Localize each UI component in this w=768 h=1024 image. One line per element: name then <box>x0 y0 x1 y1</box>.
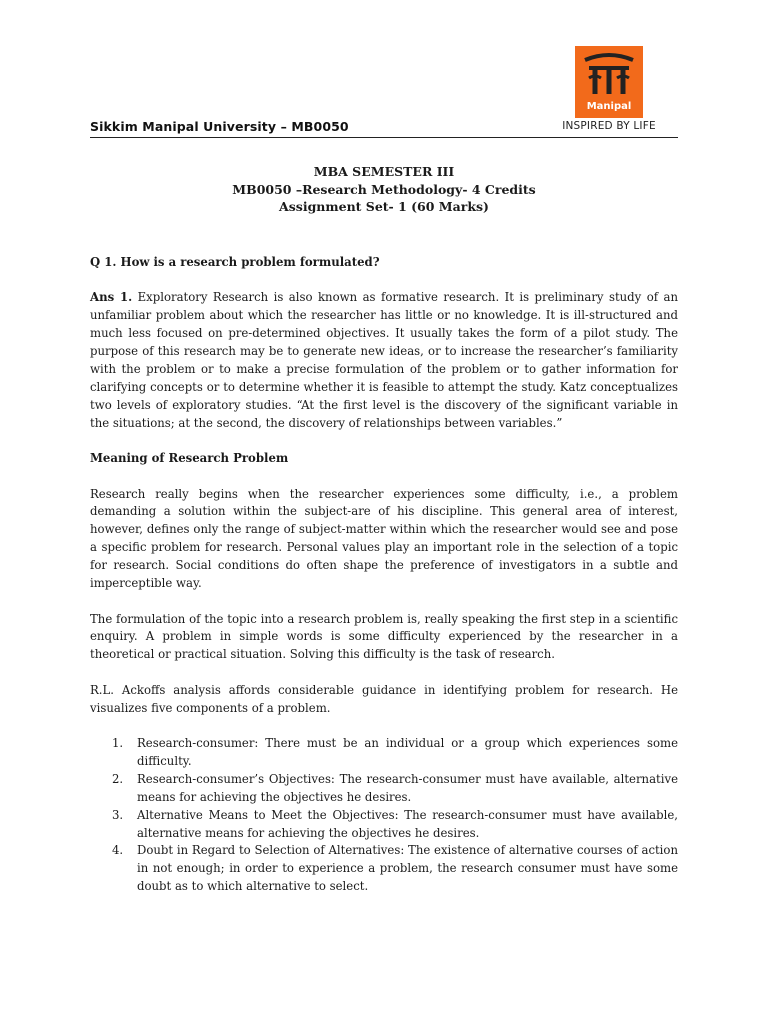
body-paragraph: R.L. Ackoffs analysis affords considerable guidance in identifying problem for research. He visualizes five components of a problem. <box>90 682 678 715</box>
answer-label: Ans 1. <box>90 290 133 305</box>
list-number: 2. <box>112 771 124 786</box>
question-heading: Q 1. How is a research problem formulated? <box>90 255 380 269</box>
list-text: Alternative Means to Meet the Objectives: The research-consumer must have available, alternative means for achieving the objectives he desires. <box>137 807 678 840</box>
list-item <box>90 735 678 771</box>
section-heading: Meaning of Research Problem <box>90 451 289 466</box>
list-text: Research-consumer’s Objectives: The research-consumer must have available, alternative means for achieving the objectives he desires. <box>137 771 678 804</box>
list-item <box>90 807 678 843</box>
answer-paragraph <box>90 289 678 432</box>
header-divider <box>90 137 678 138</box>
header-title: Sikkim Manipal University – MB0050 <box>90 119 349 134</box>
list-text: Research-consumer: There must be an individual or a group which experiences some difficulty. <box>137 736 678 768</box>
logo-tagline: INSPIRED BY LIFE <box>562 120 656 132</box>
course-title: MB0050 –Research Methodology- 4 Credits <box>232 181 536 197</box>
semester-title: MBA SEMESTER III <box>313 164 455 179</box>
body-paragraph: The formulation of the topic into a research problem is, really speaking the first step in a scientific enquiry. A problem in simple words is some difficulty experienced by the researcher in a theoretical or practical situation. Solving this difficulty is the task of research. <box>90 611 678 662</box>
answer-text: Exploratory Research is also known as formative research. It is preliminary study of an unfamiliar problem about which the researcher has little or no knowledge. It is ill-structured and much less focused on pre-determined objectives. It usually takes the form of a pilot study. The purpose of this research may be to generate new ideas, or to increase the researcher’s familiarity with the problem or to make a precise formulation of the problem or to gather information for clarifying concepts or to determine whether it is feasible to attempt the study. Katz conceptualizes two levels of exploratory studies. “At the first level is the discovery of the significant variable in the situations; at the second, the discovery of relationships between variables.” <box>90 290 679 430</box>
page-header <box>90 40 678 140</box>
components-list <box>90 735 678 896</box>
document-titles <box>90 163 678 216</box>
assignment-title: Assignment Set- 1 (60 Marks) <box>279 199 489 214</box>
manipal-logo <box>575 46 643 118</box>
logo-word: Manipal <box>586 101 632 112</box>
list-number: 1. <box>112 736 124 751</box>
list-item <box>90 842 678 896</box>
manipal-emblem-icon <box>575 46 643 102</box>
list-text: Doubt in Regard to Selection of Alternatives: The existence of alternative courses of action in not enough; in order to experience a problem, the research consumer must have some doubt as to which alternative to select. <box>137 843 678 894</box>
list-number: 3. <box>112 807 124 822</box>
document-body <box>90 254 678 896</box>
list-number: 4. <box>112 843 124 858</box>
list-item <box>90 771 678 807</box>
body-paragraph: Research really begins when the researcher experiences some difficulty, i.e., a problem demanding a solution within the subject-are of his discipline. This general area of interest, however, defines only the range of subject-matter within which the researcher would see and pose a specific problem for research. Personal values play an important role in the selection of a topic for research. Social conditions do often shape the preference of investigators in a subtle and imperceptible way. <box>90 486 678 591</box>
